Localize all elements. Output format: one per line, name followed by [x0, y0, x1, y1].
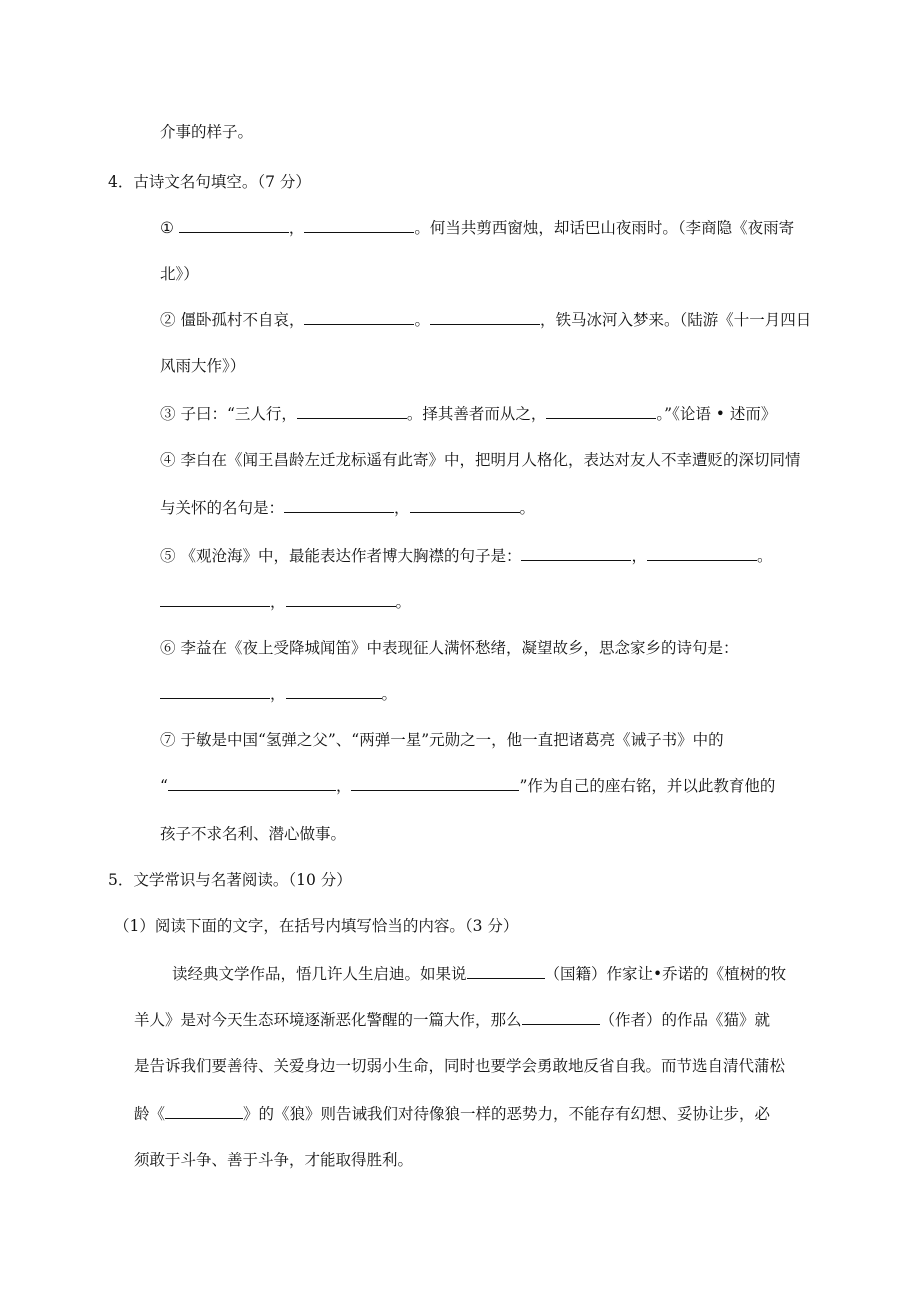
q4-item-2	[160, 310, 811, 330]
punct: 。	[395, 593, 412, 611]
item-text: 。择其善者而从之，	[406, 405, 547, 423]
answer-blank[interactable]	[430, 310, 540, 325]
q5-para-line-2	[134, 1010, 770, 1030]
answer-blank[interactable]	[410, 498, 520, 513]
item-text: ”作为自己的座右铭，并以此教育他的	[519, 777, 776, 795]
punct: ，	[270, 593, 286, 611]
item-number: ②	[160, 311, 176, 329]
answer-blank[interactable]	[286, 684, 382, 699]
para-text: 羊人》是对今天生态环境逐渐恶化警醒的一篇大作，那么	[134, 1011, 522, 1029]
item-number: ③	[160, 405, 176, 423]
q5-para-line-1	[172, 964, 786, 984]
q4-item-4	[160, 450, 800, 470]
item-number: ④	[160, 451, 176, 469]
q4-item-2-cont: 风雨大作》）	[160, 357, 246, 375]
para-text: （作者）的作品《猫》就	[599, 1011, 771, 1029]
q4-item-6-cont	[160, 684, 397, 704]
item-text: 子曰：“三人行，	[180, 405, 297, 423]
q4-title: 4．古诗文名句填空。（7 分）	[108, 173, 311, 191]
para-text: （国籍）作家让•乔诺的《植树的牧	[544, 965, 787, 983]
q4-item-1	[160, 218, 794, 238]
punct: 。	[414, 311, 430, 329]
answer-blank[interactable]	[168, 776, 336, 791]
para-text: 》的《狼》则告诫我们对待像狼一样的恶势力，不能存有幻想、妥协让步，必	[243, 1105, 771, 1123]
item-number: ⑦	[160, 731, 176, 749]
punct: “	[160, 777, 168, 795]
item-text: 与关怀的名句是：	[160, 499, 285, 517]
answer-blank[interactable]	[286, 592, 396, 607]
answer-blank[interactable]	[284, 498, 394, 513]
item-text: ，铁马冰河入梦来。（陆游《十一月四日	[539, 311, 812, 329]
q4-item-4-cont	[160, 498, 535, 518]
item-text: 。”《论语 • 述而》	[656, 405, 777, 423]
q4-item-7	[160, 730, 724, 750]
punct: ，	[335, 777, 352, 795]
answer-blank[interactable]	[160, 684, 270, 699]
q5-title: 5．文学常识与名著阅读。（10 分）	[108, 871, 352, 889]
q5-para-line-3: 是告诉我们要善待、关爱身边一切弱小生命，同时也要学会勇敢地反省自我。而节选自清代蒲松	[134, 1057, 786, 1075]
punct: ，	[288, 219, 305, 237]
item-text: 李益在《夜上受降城闻笛》中表现征人满怀愁绪，凝望故乡，思念家乡的诗句是：	[180, 639, 739, 657]
answer-blank[interactable]	[179, 218, 289, 233]
item-text: 李白在《闻王昌龄左迁龙标遥有此寄》中，把明月人格化，表达对友人不幸遭贬的深切同情	[180, 451, 801, 469]
q5-sub1-title: （1）阅读下面的文字，在括号内填写恰当的内容。（3 分）	[114, 917, 519, 935]
answer-blank[interactable]	[351, 776, 519, 791]
answer-blank[interactable]	[647, 546, 757, 561]
answer-blank[interactable]	[165, 1104, 243, 1119]
answer-blank[interactable]	[546, 404, 656, 419]
item-text: 。何当共剪西窗烛，却话巴山夜雨时。（李商隐《夜雨寄	[414, 219, 795, 237]
answer-blank[interactable]	[522, 1010, 600, 1025]
item-text: 僵卧孤村不自哀，	[180, 311, 305, 329]
answer-blank[interactable]	[297, 404, 407, 419]
punct: ，	[270, 685, 286, 703]
punct: ，	[631, 547, 647, 565]
answer-blank[interactable]	[304, 310, 414, 325]
q4-item-5-cont	[160, 592, 411, 612]
q4-item-7-cont2: 孩子不求名利、潜心做事。	[160, 825, 347, 843]
item-number: ①	[160, 219, 174, 237]
item-text: 《观沧海》中，最能表达作者博大胸襟的句子是：	[180, 547, 522, 565]
prev-tail-text: 介事的样子。	[160, 123, 254, 141]
q5-para-line-5: 须敢于斗争、善于斗争，才能取得胜利。	[134, 1151, 414, 1169]
q4-item-5	[160, 546, 773, 566]
para-text: 读经典文学作品，悟几许人生启迪。如果说	[172, 965, 467, 983]
punct: 。	[381, 685, 398, 703]
q5-para-line-4	[134, 1104, 770, 1124]
punct: ，	[394, 499, 410, 517]
para-text: 龄《	[134, 1105, 166, 1123]
q4-item-6	[160, 638, 738, 658]
item-number: ⑤	[160, 547, 176, 565]
answer-blank[interactable]	[521, 546, 631, 561]
item-number: ⑥	[160, 639, 176, 657]
q4-item-3	[160, 404, 776, 424]
item-text: 于敏是中国“氢弹之父”、“两弹一星”元勋之一，他一直把诸葛亮《诫子书》中的	[180, 731, 724, 749]
answer-blank[interactable]	[160, 592, 270, 607]
answer-blank[interactable]	[467, 964, 545, 979]
punct: 。	[756, 547, 773, 565]
q4-item-7-cont	[160, 776, 775, 796]
answer-blank[interactable]	[304, 218, 414, 233]
q4-item-1-cont: 北》）	[160, 265, 199, 283]
punct: 。	[519, 499, 536, 517]
